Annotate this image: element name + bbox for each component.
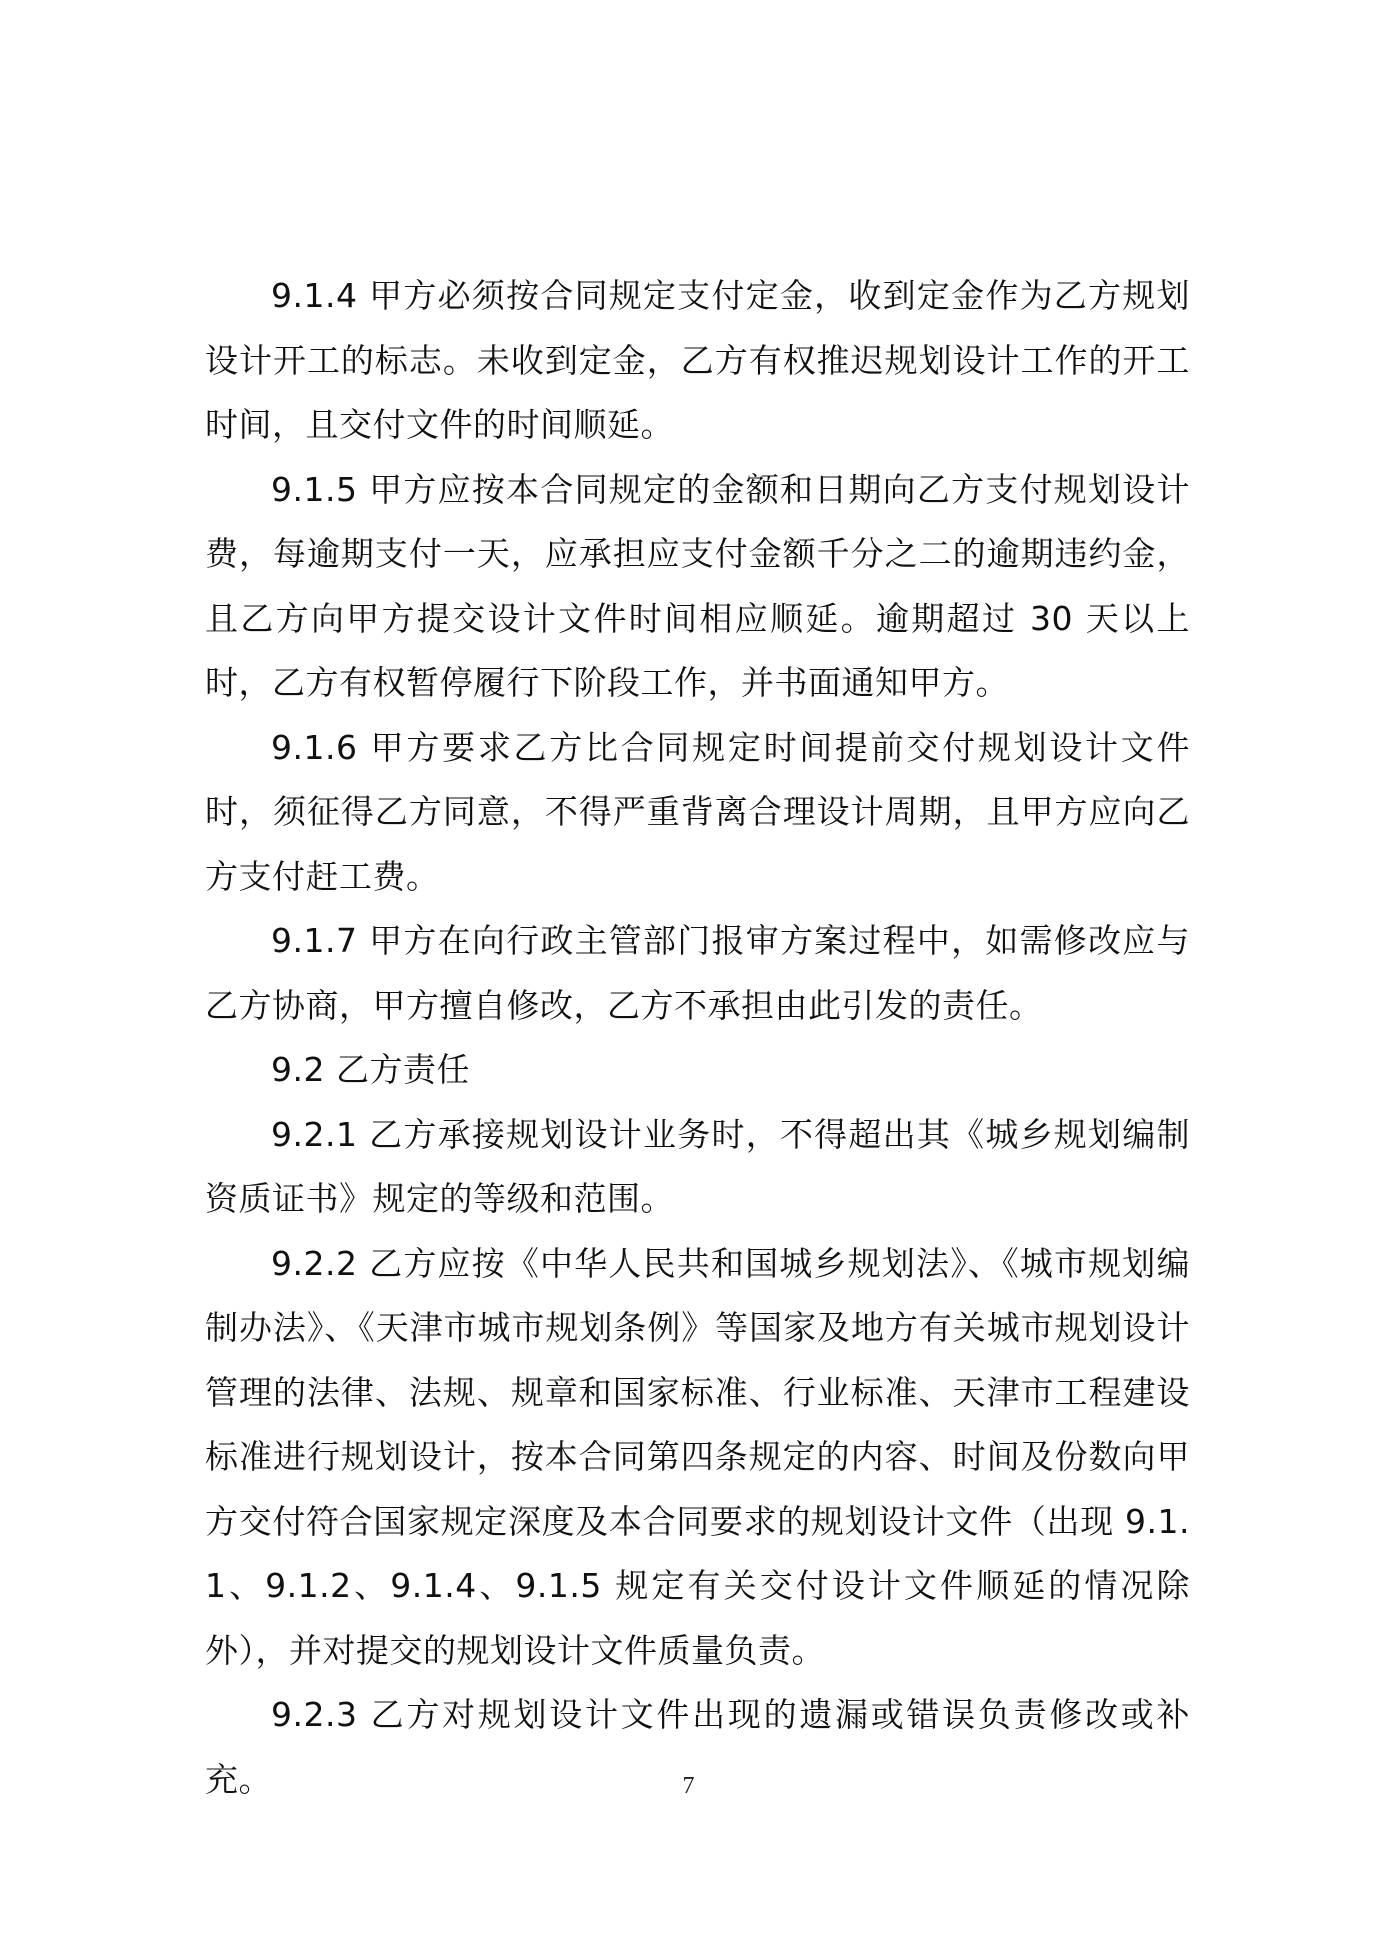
clause-9-1-5: 9.1.5 甲方应按本合同规定的金额和日期向乙方支付规划设计费，每逾期支付一天，应承担应支付金额千分之二的逾期违约金，且乙方向甲方提交设计文件时间相应顺延。逾期超过 30 天以上时，乙方有权暂停履行下阶段工作，并书面通知甲方。 [205, 469, 1190, 702]
clause-9-1-7: 9.1.7 甲方在向行政主管部门报审方案过程中，如需修改应与乙方协商，甲方擅自修改，乙方不承担由此引发的责任。 [205, 921, 1190, 1025]
clause-9-2-3: 9.2.3 乙方对规划设计文件出现的遗漏或错误负责修改或补充。 [205, 1695, 1190, 1799]
section-heading-9-2: 9.2 乙方责任 [271, 1050, 470, 1089]
page-number: 7 [682, 1773, 695, 1799]
clause-9-2-1: 9.2.1 乙方承接规划设计业务时，不得超出其《城乡规划编制资质证书》规定的等级和范围。 [205, 1114, 1190, 1218]
clause-9-1-4: 9.1.4 甲方必须按合同规定支付定金，收到定金作为乙方规划设计开工的标志。未收到定金，乙方有权推迟规划设计工作的开工时间，且交付文件的时间顺延。 [205, 276, 1190, 444]
document-body [205, 264, 1190, 1812]
clause-9-1-6: 9.1.6 甲方要求乙方比合同规定时间提前交付规划设计文件时，须征得乙方同意，不得严重背离合理设计周期，且甲方应向乙方支付赶工费。 [205, 727, 1190, 896]
clause-9-2-2: 9.2.2 乙方应按《中华人民共和国城乡规划法》、《城市规划编制办法》、《天津市城市规划条例》等国家及地方有关城市规划设计管理的法律、法规、规章和国家标准、行业标准、天津市工程建设标准进行规划设计，按本合同第四条规定的内容、时间及份数向甲方交付符合国家规定深度及本合同要求的规划设计文件（出现 9.1.1、9.1.2、9.1.4、9.1.5 规定有关交付设计文件顺延的情况除外），并对提交的规划设计文件质量负责。 [205, 1243, 1190, 1670]
